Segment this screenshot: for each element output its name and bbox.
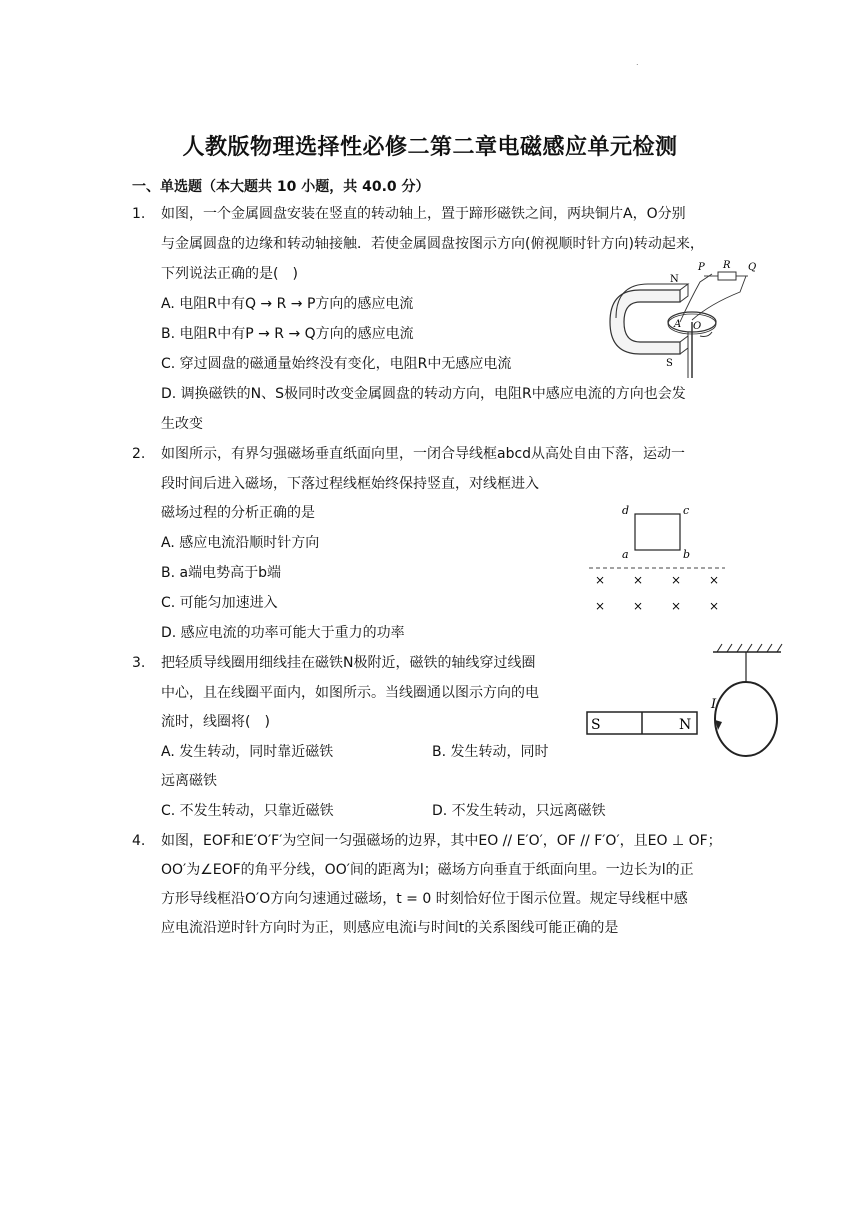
q2-label-b: b [683, 548, 691, 561]
question-2-figure [585, 500, 730, 618]
question-2-stem-line1: 如图所示，有界匀强磁场垂直纸面向里，一闭合导线框abcd从高处自由下落，运动一 [161, 446, 686, 462]
q1-label-o: O [693, 321, 702, 332]
question-4-stem-line4: 应电流沿逆时针方向时为正，则感应电流i与时间t的关系图线可能正确的是 [161, 920, 619, 936]
question-3-option-c: C. 不发生转动，只靠近磁铁 [161, 803, 334, 819]
section-heading: 一、单选题（本大题共 10 小题，共 40.0 分） [132, 179, 430, 195]
question-3-option-b-line2: 远离磁铁 [161, 773, 217, 789]
question-1-number: 1. [132, 206, 146, 222]
question-1-stem-line1: 如图，一个金属圆盘安装在竖直的转动轴上，置于蹄形磁铁之间，两块铜片A，O分别 [161, 206, 686, 222]
question-1-option-c: C. 穿过圆盘的磁通量始终没有变化，电阻R中无感应电流 [161, 356, 512, 372]
q2-label-a: a [622, 548, 629, 561]
question-3-stem-line2: 中心，且在线圈平面内，如图所示。当线圈通以图示方向的电 [161, 685, 539, 701]
question-1-option-d-line2: 生改变 [161, 416, 203, 432]
question-3-option-a: A. 发生转动，同时靠近磁铁 [161, 744, 334, 760]
question-3-stem-line3: 流时，线圈将( ) [161, 714, 270, 730]
q2-field-mark: × [671, 573, 682, 587]
question-4-number: 4. [132, 833, 146, 849]
question-1-stem-line3: 下列说法正确的是( ) [161, 266, 298, 282]
q2-field-mark: × [595, 573, 606, 587]
q2-field-mark: × [595, 599, 606, 613]
question-2-option-b: B. a端电势高于b端 [161, 565, 281, 581]
q2-field-mark: × [633, 573, 644, 587]
q3-label-i: I [711, 697, 717, 712]
question-1-figure [600, 260, 765, 380]
question-2-stem-line2: 段时间后进入磁场，下落过程线框始终保持竖直，对线框进入 [161, 476, 539, 492]
question-2-option-d: D. 感应电流的功率可能大于重力的功率 [161, 625, 405, 641]
q1-label-q: Q [748, 262, 757, 273]
question-4-stem-line1: 如图，EOF和E′O′F′为空间一匀强磁场的边界，其中EO // E′O′，OF // F′O′，且EO ⊥ OF； [161, 833, 722, 849]
q1-label-r: R [723, 260, 731, 271]
q1-label-s: S [666, 358, 673, 369]
question-3-figure [585, 642, 785, 760]
question-4-stem-line3: 方形导线框沿O′O方向匀速通过磁场，t = 0 时刻恰好位于图示位置。规定导线框中感 [161, 891, 688, 907]
question-1-option-b: B. 电阻R中有P → R → Q方向的感应电流 [161, 326, 414, 342]
question-3-stem-line1: 把轻质导线圈用细线挂在磁铁N极附近，磁铁的轴线穿过线圈 [161, 655, 536, 671]
header-dot: . [636, 58, 639, 67]
q2-field-mark: × [709, 599, 720, 613]
q2-label-c: c [683, 504, 690, 517]
question-3-option-b: B. 发生转动，同时 [432, 744, 549, 760]
q1-label-n: N [670, 274, 679, 285]
question-2-option-a: A. 感应电流沿顺时针方向 [161, 535, 320, 551]
q2-field-mark: × [709, 573, 720, 587]
q3-label-s: S [591, 717, 601, 733]
question-1-stem-line2: 与金属圆盘的边缘和转动轴接触．若使金属圆盘按图示方向(俯视顺时针方向)转动起来， [161, 236, 704, 252]
question-2-stem-line3: 磁场过程的分析正确的是 [161, 505, 315, 521]
q2-field-mark: × [633, 599, 644, 613]
question-1-option-a: A. 电阻R中有Q → R → P方向的感应电流 [161, 296, 414, 312]
question-2-number: 2. [132, 446, 146, 462]
q1-label-a: A [674, 319, 682, 330]
question-3-number: 3. [132, 655, 146, 671]
question-4-stem-line2: OO′为∠EOF的角平分线，OO′间的距离为l；磁场方向垂直于纸面向里。一边长为l的正 [161, 862, 694, 878]
q2-field-mark: × [671, 599, 682, 613]
question-2-option-c: C. 可能匀加速进入 [161, 595, 278, 611]
page-title: 人教版物理选择性必修二第二章电磁感应单元检测 [182, 135, 678, 160]
q1-label-p: P [698, 262, 705, 273]
q3-label-n: N [679, 717, 692, 733]
question-1-option-d-line1: D. 调换磁铁的N、S极同时改变金属圆盘的转动方向，电阻R中感应电流的方向也会发 [161, 386, 686, 402]
question-3-option-d: D. 不发生转动，只远离磁铁 [432, 803, 606, 819]
q2-label-d: d [622, 504, 630, 517]
